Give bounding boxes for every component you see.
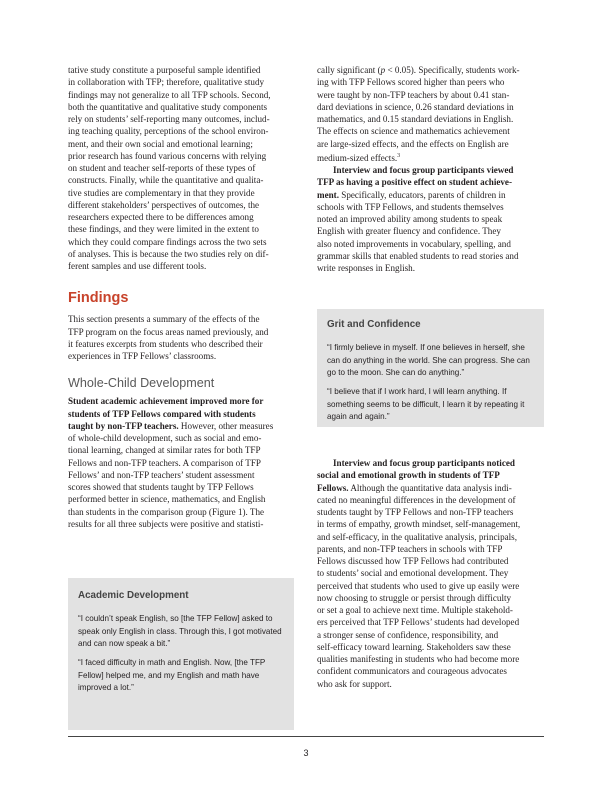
- body-line: ing with TFP Fellows scored higher than peers who: [317, 77, 505, 88]
- body-line: now choosing to struggle or persist through difficulty: [317, 592, 512, 603]
- body-run: < 0.05). Specifically, students work-: [385, 65, 520, 75]
- body-line: to students’ social and emotional development. They: [317, 568, 509, 579]
- body-line: a stronger sense of confidence, responsibility, and: [317, 629, 499, 640]
- bold-line: social and emotional growth in students of TFP: [317, 470, 500, 481]
- body-run: medium-sized effects.: [317, 152, 398, 163]
- footnote-marker: 3: [397, 152, 401, 159]
- body-line: tative study constitute a purposeful sample identified: [68, 65, 261, 75]
- body-line: tional learning, changed at similar rates for both TFP: [68, 445, 261, 456]
- body-line: different stakeholders’ perspectives of outcomes, the: [68, 199, 260, 210]
- callout-quote: “I couldn’t speak English, so [the TFP Fellow] asked to speak only English in class. Through this, I got motivated and can now speak a bit.”: [78, 614, 282, 649]
- body-line: on student and teacher self-reports of these types of: [68, 163, 256, 173]
- body-line: perceived that students who used to give up easily were: [317, 580, 520, 591]
- academic-development-callout: [68, 578, 294, 730]
- whole-child-heading: Whole-Child Development: [68, 376, 215, 391]
- body-line: TFP program on the focus areas named previously, and: [68, 326, 269, 337]
- body-line: tive studies are complementary in that they provide: [68, 187, 255, 198]
- callout-title: Grit and Confidence: [327, 319, 421, 330]
- callout-title: Academic Development: [78, 590, 189, 601]
- mixed-line: [317, 482, 543, 494]
- body-line: parents, and non-TFP teachers in schools with TFP: [317, 543, 503, 554]
- bold-line: students of TFP Fellows compared with students: [68, 408, 256, 419]
- body-run: cally significant (: [317, 65, 381, 75]
- mixed-line: [317, 189, 543, 201]
- body-line: it features excerpts from students who described their: [68, 338, 263, 349]
- body-line: constructs. Finally, while the quantitative and qualita-: [68, 175, 264, 186]
- body-line: schools with TFP Fellows, and students themselves: [317, 201, 504, 212]
- body-line: of analyses. This is because the two studies rely on dif-: [68, 248, 269, 259]
- body-line: Fellows and non-TFP teachers. A comparison of TFP: [68, 457, 261, 468]
- body-line: cated no meaningful differences in the development of: [317, 494, 516, 505]
- body-line: of whole-child development, such as social and emo-: [68, 433, 262, 443]
- body-line: which they could compare findings across the two sets: [68, 236, 267, 247]
- callout-quote: “I firmly believe in myself. If one believes in herself, she can do anything in the world. She can progress. She can go to the moon. She can do anything.”: [327, 343, 530, 378]
- italic-run: p: [380, 65, 386, 75]
- body-run: Specifically, educators, parents of children in: [338, 189, 506, 200]
- callout-quote: “I believe that if I work hard, I will learn anything. If something seems to be difficult, I learn it by repeating it again and again.”: [327, 387, 525, 422]
- intro-paragraph: [68, 64, 294, 272]
- bold-run: Fellows.: [317, 482, 349, 493]
- left-column: [68, 64, 294, 530]
- body-line: experiences in TFP Fellows’ classrooms.: [68, 351, 217, 361]
- body-line: students taught by TFP Fellows and non-TFP teachers: [317, 507, 514, 517]
- grit-confidence-callout: [317, 309, 544, 427]
- body-line: English with greater fluency and confidence. They: [317, 226, 501, 237]
- body-line: are large-sized effects, and the effects on English are: [317, 138, 509, 149]
- body-line: these findings, and they were limited in the extent to: [68, 224, 259, 235]
- body-line: grammar skills that enabled students to read stories and: [317, 250, 519, 261]
- body-line: mathematics, and 0.15 standard deviations in English.: [317, 114, 514, 124]
- body-line: in collaboration with TFP; therefore, qualitative study: [68, 77, 265, 88]
- body-line: noted an improved ability among students to speak: [317, 214, 503, 225]
- body-run: However, other measures: [178, 420, 274, 431]
- mixed-line: [68, 420, 294, 432]
- body-line: The effects on science and mathematics achievement: [317, 126, 510, 137]
- body-line: performed better in science, mathematics, and English: [68, 494, 266, 505]
- body-line: ers perceived that TFP Fellows’ students had developed: [317, 617, 520, 628]
- body-line: ferent samples and use different tools.: [68, 261, 207, 271]
- bold-line: Interview and focus group participants viewed: [333, 165, 514, 176]
- body-line: prior research has found various concerns with relying: [68, 150, 267, 161]
- bold-line: TFP as having a positive effect on student achieve-: [317, 177, 513, 188]
- body-line: Fellows discussed how TFP Fellows had contributed: [317, 556, 509, 566]
- body-line: were taught by non-TFP teachers by about 0.41 stan-: [317, 89, 510, 100]
- body-line: results for all three subjects were positive and statisti-: [68, 518, 264, 529]
- body-line: or set a goal to achieve next time. Multiple stakehold-: [317, 605, 513, 615]
- body-line: self-efficacy toward learning. Stakeholders saw these: [317, 641, 511, 652]
- whole-child-paragraph: [68, 395, 294, 530]
- page-number: 3: [303, 748, 309, 758]
- body-line: confident communicators and courageous advocates: [317, 666, 507, 677]
- callout-quote: “I faced difficulty in math and English. Now, [the TFP Fellow] helped me, and my English and math have improved a lot.”: [78, 658, 266, 693]
- body-line: in terms of empathy, growth mindset, self-management,: [317, 519, 521, 530]
- mixed-line: [317, 64, 543, 76]
- body-line: write responses in English.: [317, 263, 415, 274]
- body-line: This section presents a summary of the effects of the: [68, 314, 260, 325]
- findings-paragraph: [68, 313, 294, 362]
- body-line: both the quantitative and qualitative study components: [68, 101, 268, 112]
- body-line: who ask for support.: [317, 678, 392, 689]
- bold-run: ment.: [317, 189, 339, 200]
- body-line: than students in the comparison group (Figure 1). The: [68, 506, 265, 517]
- body-line: researchers expected there to be differences among: [68, 212, 254, 222]
- body-line: also noted improvements in vocabulary, spelling, and: [317, 238, 511, 249]
- footer-rule: [68, 736, 544, 737]
- mixed-line: [317, 150, 543, 164]
- body-line: dard deviations in science, 0.26 standard deviations in: [317, 101, 514, 112]
- body-run: Although the quantitative data analysis indi-: [348, 482, 512, 493]
- body-line: scores showed that students taught by TFP Fellows: [68, 482, 254, 492]
- body-line: ing teaching quality, perceptions of the school environ-: [68, 126, 269, 137]
- findings-heading: Findings: [68, 290, 129, 307]
- right-column: [317, 64, 543, 274]
- bold-line: Interview and focus group participants noticed: [333, 458, 515, 468]
- body-line: findings may not generalize to all TFP schools. Second,: [68, 89, 271, 100]
- body-line: ment, and their own social and emotional learning;: [68, 138, 253, 149]
- body-line: rely on students’ self-reporting many outcomes, includ-: [68, 114, 270, 124]
- body-line: qualities manifesting in students who had become more: [317, 654, 520, 664]
- right-column-lower: [317, 457, 543, 690]
- body-line: and self-efficacy, in the qualitative analysis, principals,: [317, 531, 517, 542]
- bold-run: taught by non-TFP teachers.: [68, 420, 179, 431]
- body-line: Fellows’ and non-TFP teachers’ student assessment: [68, 469, 255, 480]
- bold-line: Student academic achievement improved more for: [68, 396, 264, 407]
